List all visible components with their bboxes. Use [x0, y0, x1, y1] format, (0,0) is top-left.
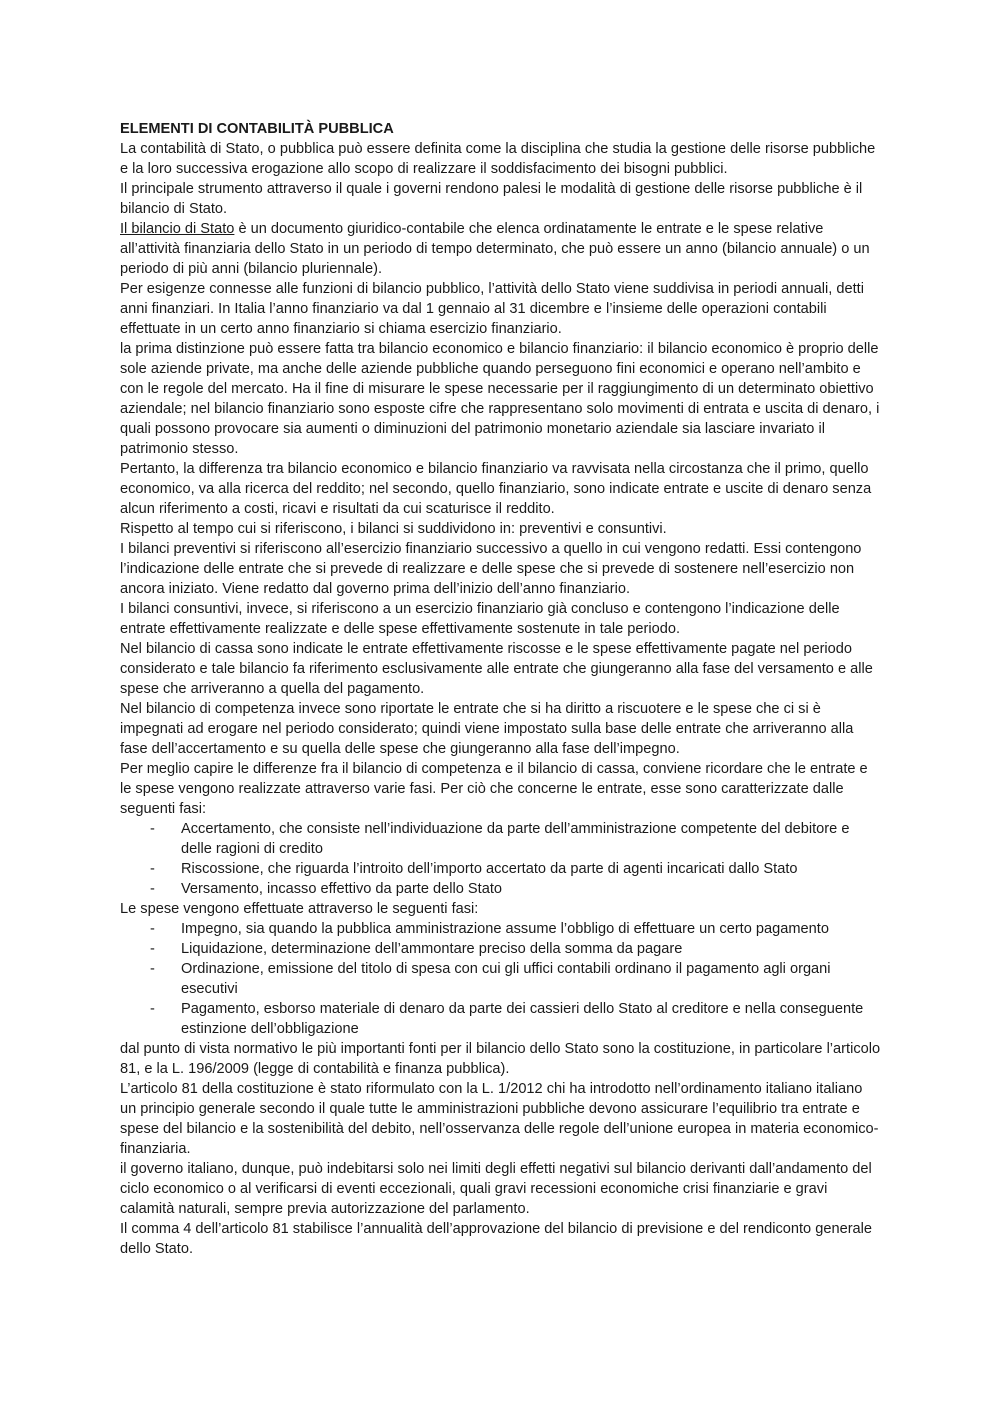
paragraph-strumento: Il principale strumento attraverso il quale i governi rendono palesi le modalità di gestione delle risorse pubbliche è il bilancio di Stato.	[120, 181, 863, 217]
list-item: - Impegno, sia quando la pubblica amministrazione assume l’obbligo di effettuare un certo pagamento	[120, 919, 882, 939]
paragraph-comma-4: Il comma 4 dell’articolo 81 stabilisce l’annualità dell’approvazione del bilancio di previsione e del rendiconto generale dello Stato.	[120, 1221, 873, 1257]
document-title: ELEMENTI DI CONTABILITÀ PUBBLICA	[120, 121, 394, 137]
list-item: - Ordinazione, emissione del titolo di spesa con cui gli uffici contabili ordinano il pagamento agli organi esecutivi	[120, 959, 882, 999]
list-item: - Accertamento, che consiste nell’individuazione da parte dell’amministrazione competente del debitore e delle ragioni di credito	[120, 819, 882, 859]
paragraph-fasi-entrate: Per meglio capire le differenze fra il bilancio di competenza e il bilancio di cassa, conviene ricordare che le entrate e le spese vengono realizzate attraverso varie fasi. Per ciò che concerne le entrate, esse sono caratterizzate dalle seguenti fasi:	[120, 761, 868, 817]
paragraph-consuntivi: I bilanci consuntivi, invece, si riferiscono a un esercizio finanziario già concluso e contengono l’indicazione delle entrate effettivamente realizzate e delle spese effettivamente sostenute in tale periodo.	[120, 601, 840, 637]
paragraph-differenza: Pertanto, la differenza tra bilancio economico e bilancio finanziario va ravvisata nella circostanza che il primo, quello economico, va alla ricerca del reddito; nel secondo, quello finanziario, sono indicate entrate e uscite di denaro senza alcun riferimento a costi, ricavi e risultati da cui scaturisce il reddito.	[120, 461, 872, 517]
paragraph-tempo: Rispetto al tempo cui si riferiscono, i bilanci si suddividono in: preventivi e consuntivi.	[120, 521, 667, 537]
spese-phases-list	[120, 919, 882, 1039]
paragraph-anno-finanziario: Per esigenze connesse alle funzioni di bilancio pubblico, l’attività dello Stato viene suddivisa in periodi annuali, detti anni finanziari. In Italia l’anno finanziario va dal 1 gennaio al 31 dicembre e l’insieme delle operazioni contabili effettuate in un certo anno finanziario si chiama esercizio finanziario.	[120, 281, 864, 337]
list-item: - Versamento, incasso effettivo da parte dello Stato	[120, 879, 882, 899]
document-page	[120, 119, 882, 1259]
paragraph-preventivi: I bilanci preventivi si riferiscono all’esercizio finanziario successivo a quello in cui vengono redatti. Essi contengono l’indicazione delle entrate che si prevede di realizzare e delle spese che si prevede di sostenere nell’esercizio non ancora iniziato. Viene redatto dal governo prima dell’inizio dell’anno finanziario.	[120, 541, 862, 597]
paragraph-competenza: Nel bilancio di competenza invece sono riportate le entrate che si ha diritto a riscuotere e le spese che ci si è impegnati ad erogare nel periodo considerato; quindi viene impostato sulla base delle entrate che arriveranno alla fase dell’accertamento e su quella delle spese che giungeranno alla fase dell’impegno.	[120, 701, 854, 757]
list-item: - Liquidazione, determinazione dell’ammontare preciso della somma da pagare	[120, 939, 882, 959]
paragraph-fasi-spese: Le spese vengono effettuate attraverso le seguenti fasi:	[120, 901, 479, 917]
paragraph-fonti: dal punto di vista normativo le più importanti fonti per il bilancio dello Stato sono la costituzione, in particolare l’articolo 81, e la L. 196/2009 (legge di contabilità e finanza pubblica).	[120, 1041, 881, 1077]
paragraph-indebitamento: il governo italiano, dunque, può indebitarsi solo nei limiti degli effetti negativi sul bilancio derivanti dall’andamento del ciclo economico o al verificarsi di eventi eccezionali, quali gravi recessioni economiche crisi finanziarie e gravi calamità naturali, sempre previa autorizzazione del parlamento.	[120, 1161, 872, 1217]
underlined-term: Il bilancio di Stato	[120, 221, 235, 237]
paragraph-distinzione: la prima distinzione può essere fatta tra bilancio economico e bilancio finanziario: il bilancio economico è proprio delle sole aziende private, ma anche delle aziende pubbliche quando perseguono fini economici e operano nell’ambito e con le regole del mercato. Ha il fine di misurare le spese necessarie per il raggiungimento di un determinato obiettivo aziendale; nel bilancio finanziario sono esposte cifre che rappresentano solo movimenti di entrata e uscita di denaro, i quali possono provocare sia aumenti o diminuzioni del patrimonio monetario aziendale sia lasciare invariato il patrimonio stesso.	[120, 341, 880, 457]
paragraph-bilancio-stato-text: è un documento giuridico-contabile che elenca ordinatamente le entrate e le spese relative all’attività finanziaria dello Stato in un periodo di tempo determinato, che può essere un anno (bilancio annuale) o un periodo di più anni (bilancio pluriennale).	[120, 221, 870, 277]
paragraph-definition: La contabilità di Stato, o pubblica può essere definita come la disciplina che studia la gestione delle risorse pubbliche e la loro successiva erogazione allo scopo di realizzare il soddisfacimento dei bisogni pubblici.	[120, 141, 876, 177]
list-item: - Pagamento, esborso materiale di denaro da parte dei cassieri dello Stato al creditore e nella conseguente estinzione dell’obbligazione	[120, 999, 882, 1039]
paragraph-articolo-81: L’articolo 81 della costituzione è stato riformulato con la L. 1/2012 chi ha introdotto nell’ordinamento italiano italiano un principio generale secondo il quale tutte le amministrazioni pubbliche devono assicurare l’equilibrio tra entrate e spese del bilancio e la sostenibilità del debito, nell’osservanza delle regole dell’unione europea in materia economico-finanziaria.	[120, 1081, 879, 1157]
paragraph-bilancio-stato	[120, 219, 882, 279]
list-item: - Riscossione, che riguarda l’introito dell’importo accertato da parte di agenti incaricati dallo Stato	[120, 859, 882, 879]
entrate-phases-list	[120, 819, 882, 899]
paragraph-cassa: Nel bilancio di cassa sono indicate le entrate effettivamente riscosse e le spese effettivamente pagate nel periodo considerato e tale bilancio fa riferimento esclusivamente alle entrate che giungeranno alla fase del versamento e alle spese che arriveranno a quella del pagamento.	[120, 641, 873, 697]
